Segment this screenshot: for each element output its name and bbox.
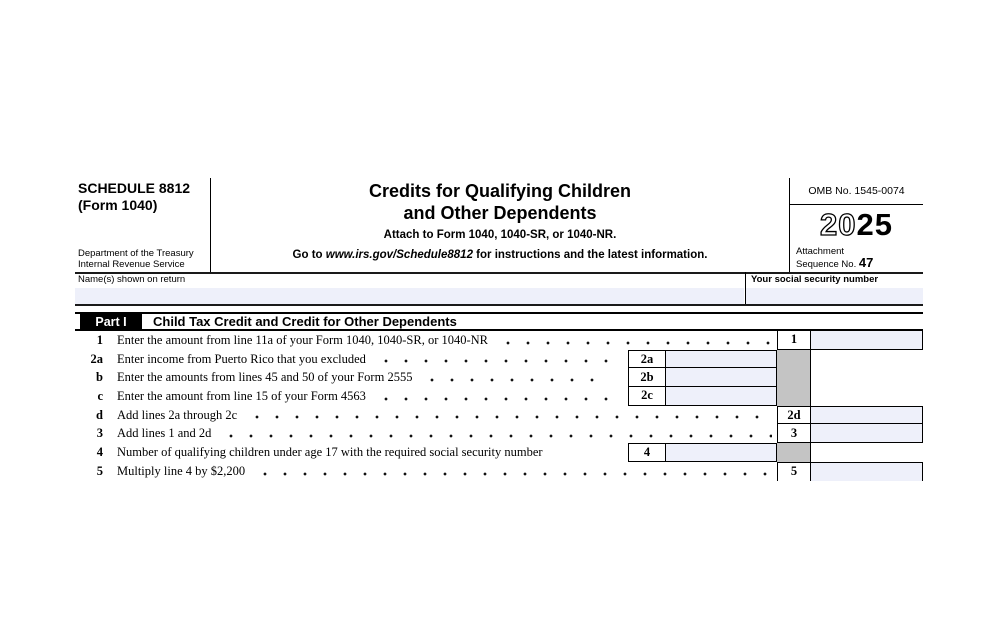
line-2c-number: c xyxy=(97,388,103,403)
line-3-text: Add lines 1 and 2d xyxy=(117,426,212,441)
part1-line-rows xyxy=(75,331,923,481)
name-on-return-label: Name(s) shown on return xyxy=(78,274,186,285)
sequence-label: Sequence No. xyxy=(796,258,859,270)
form-header xyxy=(75,178,923,274)
attach-instruction: Attach to Form 1040, 1040-SR, or 1040-NR. xyxy=(383,229,617,241)
dot-leader xyxy=(376,395,610,403)
line-5-row xyxy=(75,462,923,481)
form-title-line-2: and Other Dependents xyxy=(403,203,597,223)
line-5-box-label: 5 xyxy=(777,462,811,481)
form-title xyxy=(211,180,789,224)
line-2c-box-label: 2c xyxy=(628,387,666,406)
irs-url-link[interactable]: www.irs.gov/Schedule8812 xyxy=(325,249,473,261)
line-2a-text: Enter income from Puerto Rico that you excluded xyxy=(117,351,366,366)
line-3-amount-field[interactable] xyxy=(811,424,923,443)
line-1-text: Enter the amount from line 11a of your Form 1040, 1040-SR, or 1040-NR xyxy=(117,332,489,347)
line-3-box-label: 3 xyxy=(777,424,811,443)
line-2c-amount-field[interactable] xyxy=(666,387,777,406)
taxpayer-identity-strip xyxy=(75,272,923,306)
attachment-sequence xyxy=(796,247,873,270)
dot-leader xyxy=(376,357,610,365)
ssn-input[interactable] xyxy=(746,288,923,304)
name-on-return-input[interactable] xyxy=(75,288,744,304)
tax-year-solid-digits: 25 xyxy=(856,207,893,242)
line-4-box-label: 4 xyxy=(628,443,666,462)
goto-instruction xyxy=(211,249,789,261)
line-2a-amount-field[interactable] xyxy=(666,350,777,369)
ssn-label: Your social security number xyxy=(751,274,879,285)
line-1-row xyxy=(75,331,923,350)
header-left-cell xyxy=(75,178,211,272)
line-2d-box-label: 2d xyxy=(777,406,811,425)
line-1-amount-field[interactable] xyxy=(811,331,923,350)
line-2d-number: d xyxy=(96,407,103,422)
tax-year xyxy=(790,208,923,242)
sequence-number: 47 xyxy=(858,254,874,270)
line-2b-box-label: 2b xyxy=(628,368,666,387)
line-3-row xyxy=(75,424,923,443)
line-5-number: 5 xyxy=(96,463,103,478)
department-line-1: Department of the Treasury xyxy=(78,248,194,259)
line-2d-text: Add lines 2a through 2c xyxy=(117,407,238,422)
line-2c-text: Enter the amount from line 15 of your Form 4563 xyxy=(117,388,366,403)
shaded-cell xyxy=(777,350,811,406)
department-line-2: Internal Revenue Service xyxy=(78,259,185,270)
dot-leader xyxy=(255,470,772,478)
line-5-amount-field[interactable] xyxy=(811,462,923,481)
header-right-cell xyxy=(789,178,923,272)
line-4-text: Number of qualifying children under age 17 with the required social security number xyxy=(117,444,543,459)
line-1-box-label: 1 xyxy=(777,331,811,350)
goto-suffix: for instructions and the latest information. xyxy=(472,249,708,261)
part1-header-bar xyxy=(75,312,923,331)
header-center-cell xyxy=(211,178,789,272)
line-1-number: 1 xyxy=(96,332,103,347)
dot-leader xyxy=(422,376,610,384)
parent-form-number: (Form 1040) xyxy=(78,197,158,213)
shaded-cell xyxy=(777,443,811,462)
form-title-line-1: Credits for Qualifying Children xyxy=(368,181,632,201)
line-2b-amount-field[interactable] xyxy=(666,368,777,387)
line-2b-number: b xyxy=(96,370,103,385)
form-schedule-8812 xyxy=(75,178,923,482)
attachment-word: Attachment xyxy=(796,246,845,257)
line-2d-row xyxy=(75,406,923,425)
line-2d-amount-field[interactable] xyxy=(811,406,923,425)
dot-leader xyxy=(247,413,772,421)
omb-number: OMB No. 1545-0074 xyxy=(790,178,923,205)
dot-leader xyxy=(498,339,772,347)
dot-leader xyxy=(221,432,772,440)
goto-prefix: Go to xyxy=(292,249,326,261)
schedule-number: SCHEDULE 8812 xyxy=(78,180,191,196)
line-2a-number: 2a xyxy=(90,351,103,366)
line-2b-text: Enter the amounts from lines 45 and 50 of your Form 2555 xyxy=(117,370,413,385)
line-3-number: 3 xyxy=(96,426,103,441)
line-4-number: 4 xyxy=(96,444,103,459)
part1-title: Child Tax Credit and Credit for Other Dependents xyxy=(153,314,457,329)
line-5-text: Multiply line 4 by $2,200 xyxy=(117,463,246,478)
line-2a-box-label: 2a xyxy=(628,350,666,369)
line-4-count-field[interactable] xyxy=(666,443,777,462)
name-ssn-divider xyxy=(745,272,746,304)
part1-label-badge: Part I xyxy=(80,314,142,329)
tax-year-outline-digits: 20 xyxy=(820,207,857,242)
department-lines xyxy=(78,248,194,270)
